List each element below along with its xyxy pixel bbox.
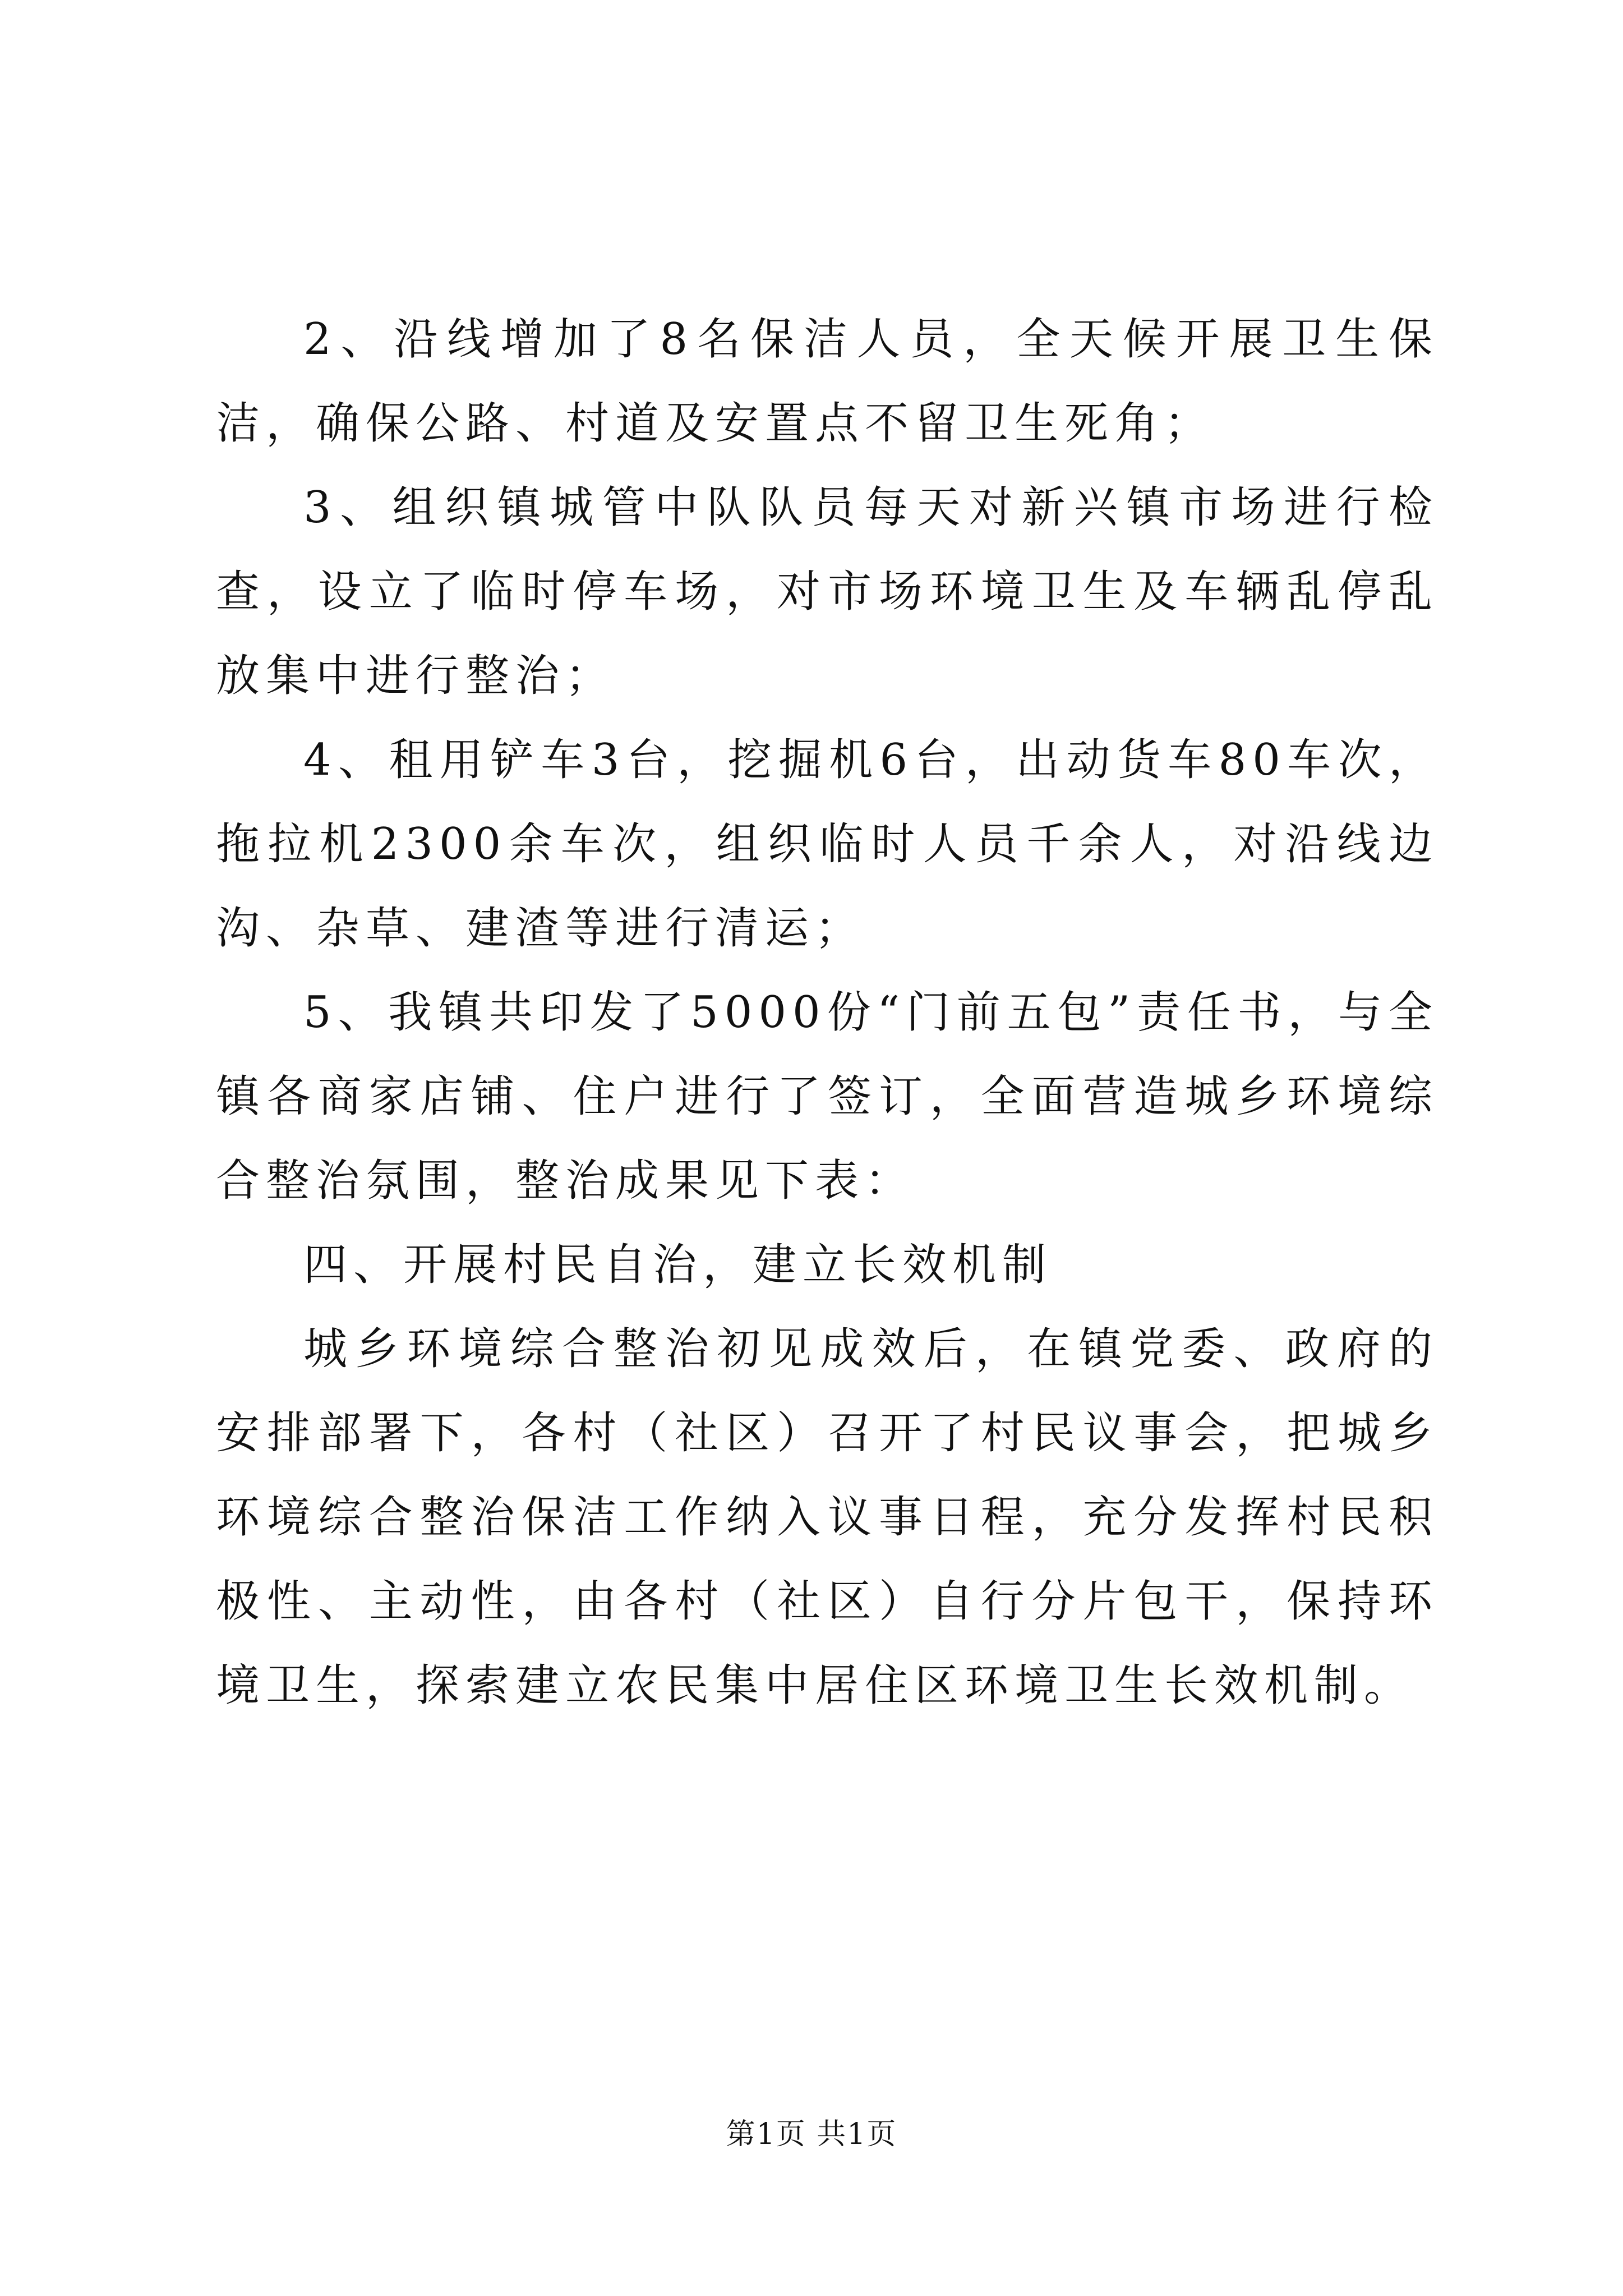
- paragraph-item-5: 5、我镇共印发了5000份“门前五包”责任书，与全镇各商家店铺、住户进行了签订，全面营造城乡环境综合整治氛围，整治成果见下表：: [216, 987, 1438, 1206]
- document-body: [216, 297, 1438, 1728]
- paragraph-item-3: 3、组织镇城管中队队员每天对新兴镇市场进行检查，设立了临时停车场，对市场环境卫生及车辆乱停乱放集中进行整治；: [216, 482, 1438, 701]
- page-number-footer: 第1页 共1页: [726, 2118, 897, 2151]
- closing-paragraph: 城乡环境综合整治初见成效后，在镇党委、政府的安排部署下，各村（社区）召开了村民议事会，把城乡环境综合整治保洁工作纳入议事日程，充分发挥村民积极性、主动性，由各村（社区）自行分片包干，保持环境卫生，探索建立农民集中居住区环境卫生长效机制。: [216, 1324, 1438, 1711]
- paragraph-item-4: 4、租用铲车3台，挖掘机6台，出动货车80车次，拖拉机2300余车次，组织临时人员千余人，对沿线边沟、杂草、建渣等进行清运；: [216, 735, 1438, 954]
- paragraph-item-2: 2、沿线增加了8名保洁人员，全天候开展卫生保洁，确保公路、村道及安置点不留卫生死角；: [216, 314, 1438, 449]
- section-heading: 四、开展村民自治，建立长效机制: [303, 1240, 1053, 1290]
